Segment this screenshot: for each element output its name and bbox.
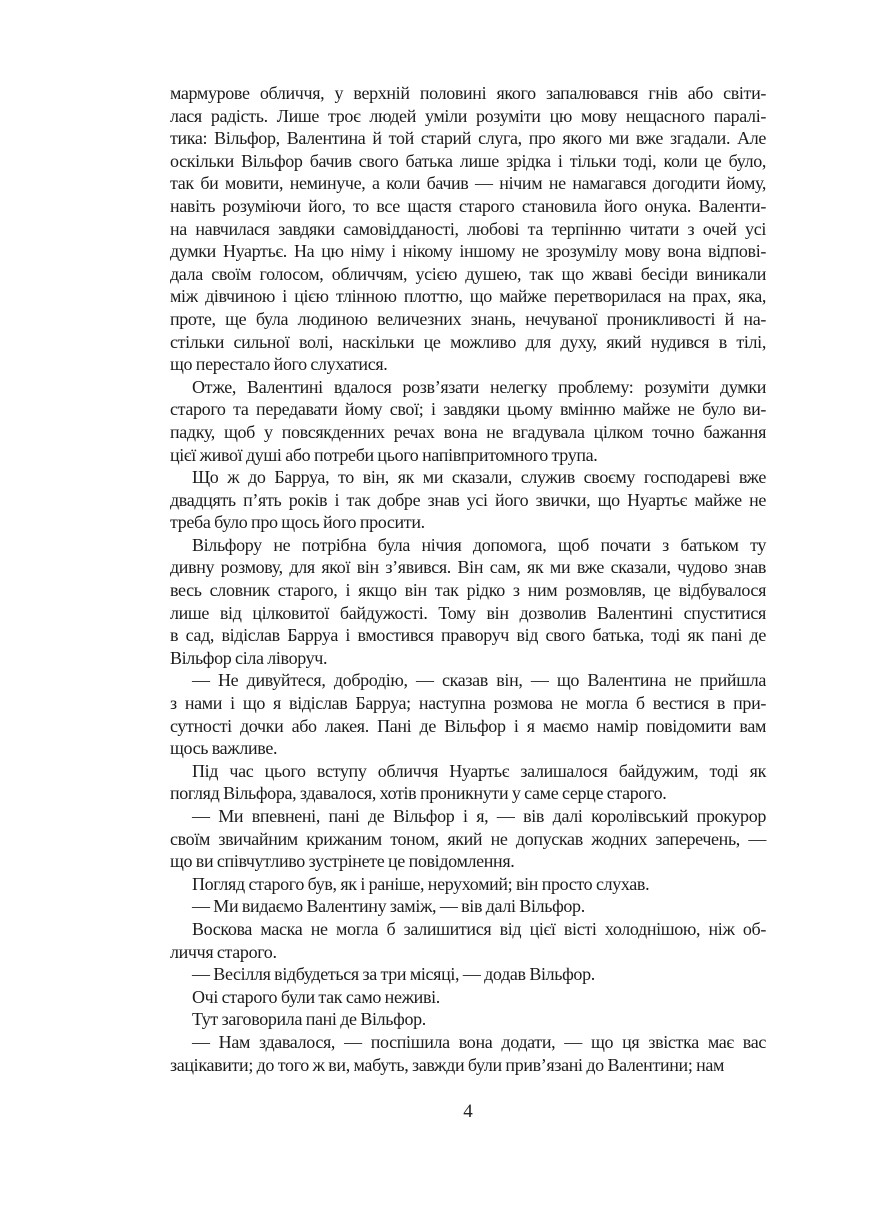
text-line: з нами і що я відіслав Барруа; наступна розмова не могла б вестися в при-	[170, 693, 766, 714]
text-line: Воскова маска не могла б залишитися від цієї вісті холоднішою, ніж об-	[192, 918, 766, 939]
text-line: що ви співчутливо зустрінете це повідомлення.	[170, 851, 515, 872]
text-line: цієї живої душі або потреби цього напівпритомного трупа.	[170, 444, 598, 465]
paragraph	[170, 963, 766, 986]
text-line: Погляд старого був, як і раніше, нерухомий; він просто слухав.	[192, 873, 650, 894]
text-line: Очі старого були так само неживі.	[192, 986, 440, 1007]
text-line: проте, ще була людиною величезних знань, нечуваної проникливості й на-	[170, 308, 766, 329]
paragraph	[170, 873, 766, 896]
paragraph	[170, 895, 766, 918]
text-line: — Ми впевнені, пані де Вільфор і я, — вів далі королівський прокурор	[192, 806, 766, 826]
text-line: Тут заговорила пані де Вільфор.	[192, 1009, 426, 1030]
text-line: щось важливе.	[170, 738, 278, 759]
text-line: в сад, відіслав Барруа і вмостився праворуч від свого батька, тоді як пані де	[170, 625, 766, 646]
paragraph	[170, 669, 766, 759]
paragraph	[170, 760, 766, 805]
text-line: треба було про щось його просити.	[170, 512, 425, 533]
text-line: так би мовити, неминуче, а коли бачив — нічим не намагався догодити йому,	[170, 173, 766, 194]
text-line: лася радість. Лише троє людей уміли розуміти цю мову нещасного паралі-	[170, 105, 766, 126]
text-line: личчя старого.	[170, 941, 277, 962]
text-line: своїм звичайним крижаним тоном, який не допускав жодних заперечень, —	[170, 828, 766, 849]
text-line: весь словник старого, і якщо він так рідко з ним розмовляв, це відбувалося	[170, 580, 766, 601]
paragraph	[170, 1008, 766, 1031]
paragraph	[170, 986, 766, 1009]
paragraph	[170, 534, 766, 670]
text-line: оскільки Вільфор бачив свого батька лише зрідка і тільки тоді, коли це було,	[170, 150, 766, 171]
text-line: падку, щоб у повсякденних речах вона не вгадувала цілком точно бажання	[170, 421, 766, 442]
text-line: дивну розмову, для якої він з’явився. Він сам, як ми вже сказали, чудово знав	[170, 557, 766, 578]
paragraph	[170, 466, 766, 534]
text-line: стільки сильної волі, наскільки це можливо для духу, який нудився в тілі,	[170, 331, 766, 352]
page-number: 4	[463, 1101, 473, 1122]
paragraph	[170, 376, 766, 466]
text-line: що перестало його слухатися.	[170, 354, 388, 375]
text-block	[170, 82, 766, 1076]
paragraph	[170, 1031, 766, 1076]
text-line: між дівчиною і цією тлінною плоттю, що майже перетворилася на прах, яка,	[170, 286, 766, 307]
text-line: тика: Вільфор, Валентина й той старий слуга, про якого ми вже згадали. Але	[170, 128, 766, 149]
text-line: на навчилася завдяки самовідданості, любові та терпінню читати з очей усі	[170, 218, 766, 239]
text-line: — Ми видаємо Валентину заміж, — вів далі Вільфор.	[192, 896, 585, 917]
text-line: Що ж до Барруа, то він, як ми сказали, служив своєму господареві вже	[192, 467, 766, 488]
text-line: сутності дочки або лакея. Пані де Вільфор і я маємо намір повідомити вам	[170, 715, 766, 736]
text-line: дала своїм голосом, обличчям, усією душею, так що жваві бесіди виникали	[170, 263, 766, 284]
paragraph	[170, 82, 766, 376]
text-line: двадцять п’ять років і так добре знав усі його звички, що Нуартьє майже не	[170, 489, 766, 510]
text-line: — Нам здавалося, — поспішила вона додати, — що ця звістка має вас	[192, 1031, 766, 1052]
text-line: Отже, Валентині вдалося розв’язати нелегку проблему: розуміти думки	[192, 376, 766, 397]
paragraph	[170, 918, 766, 963]
text-line: мармурове обличчя, у верхній половині якого запалювався гнів або світи-	[170, 83, 766, 103]
text-line: Під час цього вступу обличчя Нуартьє залишалося байдужим, тоді як	[192, 760, 766, 781]
text-line: — Не дивуйтеся, добродію, — сказав він, — що Валентина не прийшла	[192, 670, 766, 691]
text-line: зацікавити; до того ж ви, мабуть, завжди були прив’язані до Валентини; нам	[170, 1054, 725, 1075]
text-line: думки Нуартьє. На цю німу і нікому іншому не зрозумілу мову вона відпові-	[170, 241, 766, 262]
text-line: Вільфору не потрібна була нічия допомога, щоб почати з батьком ту	[192, 534, 766, 555]
text-line: — Весілля відбудеться за три місяці, — додав Вільфор.	[192, 964, 595, 985]
paragraph	[170, 805, 766, 873]
text-line: Вільфор сіла ліворуч.	[170, 647, 328, 668]
text-line: лише від цілковитої байдужості. Тому він дозволив Валентині спуститися	[170, 602, 766, 623]
text-line: погляд Вільфора, здавалося, хотів проникнути у саме серце старого.	[170, 783, 667, 804]
text-line: навіть розуміючи його, то все щастя старого становила його онука. Валенти-	[170, 195, 766, 216]
text-line: старого та передавати йому свої; і завдяки цьому вмінню майже не було ви-	[170, 399, 766, 420]
